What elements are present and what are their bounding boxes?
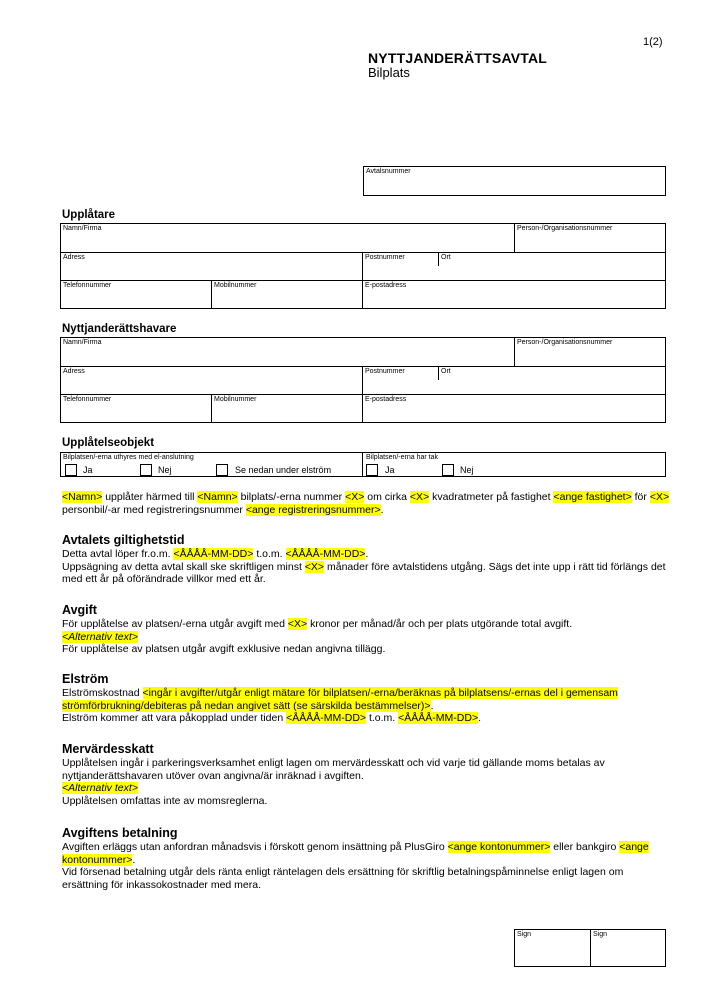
signature-box <box>514 929 666 967</box>
lessee-name-field[interactable] <box>61 338 514 366</box>
document-subtitle: Bilplats <box>368 65 410 80</box>
placeholder-electricity-option: <ingår i avgifter/utgår enligt mätare för bilplatsen/-erna/beräknas på bilplatsens/-ernas del i gemensam strömförbrukning/debiteras på nedan angivet sätt (se särskilda bestämmelser)> <box>62 687 618 712</box>
document-title: NYTTJANDERÄTTSAVTAL <box>368 50 548 66</box>
object-table <box>60 452 666 477</box>
lessee-postal-field[interactable] <box>363 367 438 394</box>
el-see-below-label: Se nedan under elström <box>235 465 332 475</box>
lessee-email-label: E-postadress <box>365 396 407 403</box>
placeholder-account: <ange kontonummer> <box>447 841 551 853</box>
vat-section: Mervärdesskatt Upplåtelsen ingår i parkeringsverksamhet enligt lagen om mervärdesskatt och vid varje tid gällande moms betalas av nyttjanderättshavaren utöver ovan angivna/är inräknad i avgiften. <Alternativ text> Upplåtelsen omfattas inte av momsreglerna. <box>62 742 672 807</box>
placeholder-date: <ÅÅÅÅ-MM-DD> <box>398 712 479 724</box>
placeholder-name: <Namn> <box>62 491 103 503</box>
lessee-id-label: Person-/Organisationsnummer <box>517 339 613 346</box>
el-yes-checkbox[interactable] <box>65 464 77 476</box>
placeholder-date: <ÅÅÅÅ-MM-DD> <box>285 548 366 560</box>
page-number: 1(2) <box>643 36 663 48</box>
el-connection-label: Bilplatsen/-erna uthyres med el-anslutning <box>63 454 194 461</box>
validity-section: Avtalets giltighetstid Detta avtal löper fr.o.m. <ÅÅÅÅ-MM-DD> t.o.m. <ÅÅÅÅ-MM-DD>. Uppsägning av detta avtal skall ske skriftligen minst <X> månader före avtalstidens utgång. Sägs det inte upp i rätt tid förlängs det med ett år på oförändrade villkor med ett år. <box>62 533 672 586</box>
lessee-city-field[interactable] <box>439 367 665 394</box>
sign-right-label: Sign <box>593 931 608 938</box>
lessor-city-field[interactable] <box>439 253 665 280</box>
object-heading: Upplåtelseobjekt <box>62 437 155 449</box>
fee-heading: Avgift <box>62 603 97 617</box>
lessor-table <box>60 223 666 309</box>
lessee-address-label: Adress <box>63 368 85 375</box>
roof-label: Bilplatsen/-erna har tak <box>366 454 438 461</box>
electricity-heading: Elström <box>62 672 109 686</box>
vat-heading: Mervärdesskatt <box>62 742 154 756</box>
el-yes-label: Ja <box>83 465 93 475</box>
placeholder-name: <Namn> <box>197 491 238 503</box>
placeholder-account: <ange kontonummer> <box>62 841 649 866</box>
lessee-mobile-label: Mobilnummer <box>214 396 257 403</box>
lessor-name-label: Namn/Firma <box>63 225 102 232</box>
lessor-mobile-label: Mobilnummer <box>214 282 257 289</box>
lessee-id-field[interactable] <box>515 338 665 366</box>
lessee-name-label: Namn/Firma <box>63 339 102 346</box>
roof-no-checkbox[interactable] <box>442 464 454 476</box>
lessor-phone-label: Telefonnummer <box>63 282 112 289</box>
placeholder-registration: <ange registreringsnummer> <box>245 503 381 516</box>
el-see-below-checkbox[interactable] <box>216 464 228 476</box>
lessee-heading: Nyttjanderättshavare <box>62 323 177 335</box>
lessor-id-field[interactable] <box>515 224 665 252</box>
agreement-number-label: Avtalsnummer <box>366 168 411 175</box>
lessee-phone-label: Telefonnummer <box>63 396 112 403</box>
alternative-text: <Alternativ text> <box>62 782 138 794</box>
lessee-postal-label: Postnummer <box>365 368 405 375</box>
roof-yes-label: Ja <box>385 465 395 475</box>
lessor-id-label: Person-/Organisationsnummer <box>517 225 613 232</box>
sign-right-field[interactable] <box>591 930 665 966</box>
lessor-heading: Upplåtare <box>62 209 116 221</box>
validity-heading: Avtalets giltighetstid <box>62 533 185 547</box>
lessor-mobile-field[interactable] <box>212 281 362 309</box>
lessor-address-field[interactable] <box>61 253 362 280</box>
lessee-email-field[interactable] <box>363 395 665 423</box>
placeholder-x: <X> <box>287 618 308 630</box>
fee-section: Avgift För upplåtelse av platsen/-erna utgår avgift med <X> kronor per månad/år och per plats utgörande total avgift. <Alternativ text> För upplåtelse av platsen utgår avgift exklusive nedan angivna tillägg. <box>62 603 672 656</box>
sign-left-label: Sign <box>517 931 532 938</box>
alternative-text: <Alternativ text> <box>62 630 138 643</box>
lessee-table <box>60 337 666 423</box>
placeholder-x: <X> <box>304 560 325 573</box>
intro-paragraph: <Namn> upplåter härmed till <Namn> bilplats/-erna nummer <X> om cirka <X> kvadratmeter på fastighet <ange fastighet> för <X> personbil/-ar med registreringsnummer <ange registreringsnummer>. <box>62 491 670 516</box>
lessor-name-field[interactable] <box>61 224 514 252</box>
lessor-postal-label: Postnummer <box>365 254 405 261</box>
sign-left-field[interactable] <box>515 930 590 966</box>
lessor-email-label: E-postadress <box>365 282 407 289</box>
lessor-address-label: Adress <box>63 254 85 261</box>
electricity-section: Elström Elströmskostnad <ingår i avgifter/utgår enligt mätare för bilplatsen/-erna/beräknas på bilplatsens/-ernas del i gemensam strömförbrukning/debiteras på nedan angivet sätt (se särskilda bestämmelser)>. Elström kommer att vara påkopplad under tiden <ÅÅÅÅ-MM-DD> t.o.m. <ÅÅÅÅ-MM-DD>. <box>62 672 672 725</box>
el-no-label: Nej <box>158 465 172 475</box>
payment-heading: Avgiftens betalning <box>62 826 178 840</box>
placeholder-date: <ÅÅÅÅ-MM-DD> <box>173 548 254 560</box>
placeholder-x: <X> <box>345 491 365 503</box>
placeholder-date: <ÅÅÅÅ-MM-DD> <box>286 712 367 724</box>
roof-yes-checkbox[interactable] <box>366 464 378 476</box>
lessor-email-field[interactable] <box>363 281 665 309</box>
lessor-city-label: Ort <box>441 254 451 261</box>
lessor-postal-field[interactable] <box>363 253 438 280</box>
payment-section: Avgiftens betalning Avgiften erläggs utan anfordran månadsvis i förskott genom insättning på PlusGiro <ange kontonummer> eller bankgiro <ange kontonummer>. Vid försenad betalning utgår dels ränta enligt räntelagen dels ersättning för skriftlig betalningspåminnelse enligt lagen om ersättning för inkassokostnader med mera. <box>62 826 672 891</box>
placeholder-property: <ange fastighet> <box>553 491 632 503</box>
el-no-checkbox[interactable] <box>140 464 152 476</box>
lessee-address-field[interactable] <box>61 367 362 394</box>
agreement-number-field[interactable] <box>363 166 666 196</box>
placeholder-x: <X> <box>409 491 430 503</box>
lessee-city-label: Ort <box>441 368 451 375</box>
lessee-phone-field[interactable] <box>61 395 211 423</box>
lessor-phone-field[interactable] <box>61 281 211 309</box>
roof-no-label: Nej <box>460 465 474 475</box>
placeholder-x: <X> <box>649 491 670 503</box>
lessee-mobile-field[interactable] <box>212 395 362 423</box>
